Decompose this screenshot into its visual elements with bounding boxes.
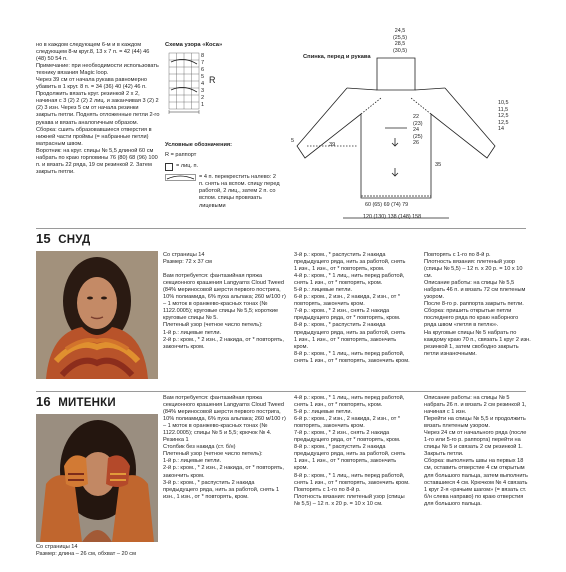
mitts-col-1: Вам потребуется: фантазийная пряжа секционного крашения Langyarns Cloud Tweed (84% мериносовой шерсти первого постригa, 10% полиамида, 6% пуха альпака; 260 м/100 г) – 1 моток в оранжево-красных тонах (№ 1122.0005); спицы № 5 и 5,5; крючок № 4. Резинка 1 Столбик без накида (ст. б/н) Плетеный узор (четное число петель): 1-й р.: лицевые петли. 2-й р.: кром., * 2 изн., 2 накида, от * повторять, закончить кром. 3-й р.: кром., * распустить 2 накида предыдущего ряда, нить за работой, снять 1 изн., 1 изн., от * повторять, кром. bbox=[163, 395, 286, 500]
legend-knit-label: = лиц. п. bbox=[176, 162, 199, 169]
dim-cuff: 5 bbox=[291, 138, 295, 144]
mitts-col-2: 4-й р.: кром., * 1 лиц., нить перед работой, снять 1 изн., от * повторять, кром. 5-й р.: лицевые петли. 6-й р.: кром., 2 изн., 2 накида, 2 изн., от * повторять, закончить кром. 7-й р.: кром., * 2 изн., снять 2 накида предыдущего ряда, от * повторять, кром. 8-й р.: кром., * распустить 2 накида предыдущего ряда, нить за работой, снять 1 изн., 1 изн., от * повторять, закончить кром. 8-й р.: кром., * 1 лиц., нить перед работой, снять 1 изн., от * повторять, закончить кром. Повторять с 1-го по 8-й р. Плотность вязания: плетеный узор (спицы № 5,5) – 12 п. х 20 р. = 10 х 10 см. bbox=[294, 395, 410, 507]
braid-scheme bbox=[165, 42, 225, 122]
top-text-column: но в каждом следующем 6-м и в каждом следующем 8-м круг.8, 13 х 7 п. = 42 (44) 46 (48) 50 54 п. Примечание: при необходимости использовать технику вязания Magic loop. Через 39 см от начала рукава равномерно убавить в 1 круг. 8 п. = 34 (36) 40 (42) 46 п. Продолжить вязать круг. резинкой 2 х 2, начиная с 3 (2) 2 (2) 2 лиц. и заканчивая 3 (2) 2 (2) 3 изн. Через 5 см от начала резинки закрыть петли. Поднять отложенные петли 2-го рукава и вязать аналогичным образом. Сборка: сшить образовавшиеся отверстия в нижней части проймы (= набранные петли) матрасным швом. Воротник: на круг. спицы № 5,5 длиной 60 см набрать по краю горловины 76 (80) 68 (96) 100 п. и вязать 22 ряда, 19 см резинкой 2. Затем закрыть петли. bbox=[36, 42, 160, 175]
mitts-heading bbox=[36, 394, 116, 409]
mitts-col-3: Описание работы: на спицы № 5 набрать 26 п. и вязать 2 см резинкой 1, начиная с 1 изн. Перейти на спицы № 5,5 и продолжить вязать плетеным узором. Через 24 см от начального ряда (после 1-го или 5-го р. раппорта) перейти на спицы № 5 и связать 2 см резинкой 1. Закрыть петли. Сборка: выполнить швы на первых 18 см, оставить отверстие 4 см открытым для большого пальца, затем выполнить оставшиеся 4 см. Крючком № 4 связать 1 круг 2-я «рачьим шагом» (= вязать ст. б/н слева направо) по краю отверстия для большого пальца. bbox=[424, 395, 528, 507]
legend-title: Условные обозначения: bbox=[165, 142, 233, 148]
row-number: 7 bbox=[201, 60, 205, 66]
legend-cross bbox=[165, 174, 281, 210]
row-number: 4 bbox=[201, 81, 205, 87]
snood-col-3: Повторять с 1-го по 8-й р. Плотность вязания: плетеный узор (спицы № 5,5) – 12 п. х 20 р. = 10 х 10 см. Описание работы: на спицы № 5,5 набрать 46 п. и вязать 72 см плетеным узором. После 8-го р. раппорта закрыть петли. Сборка: пришить открытые петли последнего ряда по краю наборного ряда швом «петля в петлю». На круговые спицы № 5 набрать по каждому краю 70 п., связать 1 круг 2 изн. резинкой 1, затем свободно закрыть петли изнаночными. bbox=[424, 252, 531, 357]
dim-armhole: 10,5 11,5 12,5 12,5 14 bbox=[498, 100, 509, 133]
cable-cross-icon bbox=[165, 174, 197, 182]
legend bbox=[165, 142, 281, 210]
dim-bottom-width: 120 (130) 138 (148) 158 bbox=[363, 214, 422, 220]
rapport-marker: R bbox=[209, 75, 216, 85]
dim-hem-width: 60 (65) 69 (74) 79 bbox=[365, 202, 409, 208]
row-numbers bbox=[201, 53, 204, 109]
legend-rapport: R = раппорт bbox=[165, 152, 197, 159]
mitts-caption bbox=[36, 544, 136, 559]
sweater-schematic bbox=[285, 28, 526, 224]
section-divider bbox=[36, 391, 526, 392]
section-divider bbox=[36, 228, 526, 229]
schematic-title: Спинка, перед и рукава bbox=[303, 54, 371, 60]
snood-number: 15 bbox=[36, 231, 51, 246]
mitts-photo bbox=[36, 414, 158, 542]
row-number: 2 bbox=[201, 95, 205, 101]
mitts-model-image bbox=[36, 414, 158, 542]
dim-body-height: 35 bbox=[435, 162, 442, 168]
dim-neck: 24,5 (25,5) 28,5 (30,5) bbox=[393, 28, 408, 54]
snood-col-2: 3-й р.: кром., * распустить 2 накида предыдущего ряда, нить за работой, снять 1 изн., 1 изн., от * повторять, кром. 4-й р.: кром., * 1 лиц., нить перед работой, снять 1 изн., от * повторять, кром. 5-й р.: лицевые петли. 6-й р.: кром., 2 изн., 2 накида, 2 изн., от * повторять, закончить кром. 7-й р.: кром., * 2 изн., снять 2 накида предыдущего ряда, от * повторять, кром. 8-й р.: кром., * распустить 2 накида предыдущего ряда, нить за работой, снять 1 изн., 1 изн., от * повторять, закончить кром. 8-й р.: кром., * 1 лиц., нить перед работой, снять 1 изн., от * повторять, закончить кром. bbox=[294, 252, 410, 364]
snood-title: СНУД bbox=[58, 234, 91, 246]
row-number: 1 bbox=[201, 102, 205, 108]
mitts-caption-size: Размер: длина – 26 см, обхват – 20 см bbox=[36, 551, 136, 558]
mitts-number: 16 bbox=[36, 394, 51, 409]
snood-heading bbox=[36, 231, 90, 246]
row-number: 5 bbox=[201, 74, 205, 80]
sweater-outline bbox=[285, 28, 526, 224]
braid-chart-grid bbox=[165, 52, 225, 122]
dim-sleeve-length: 39 bbox=[329, 142, 336, 148]
braid-scheme-title: Схема узора «Коса» bbox=[165, 42, 223, 48]
snood-model-image bbox=[36, 251, 158, 379]
mitts-caption-source: Со страницы 14 bbox=[36, 544, 78, 550]
row-number: 8 bbox=[201, 53, 205, 59]
snood-col-1: Со страницы 14 Размер: 72 х 37 см Вам потребуется: фантазийная пряжа секционного крашения Langyarns Cloud Tweed (84% мериносовой шерсти первого постригa, 10% полиамида, 6% пуха альпака; 260 м/100 г) – 1 моток в оранжево-красных тонах (№ 1122.0005); круговые спицы № 5,5; короткие круговые спицы № 5. Плетеный узор (четное число петель): 1-й р.: лицевые петли. 2-й р.: кром., * 2 изн., 2 накида, от * повторять, закончить кром. bbox=[163, 252, 286, 350]
mitts-title: МИТЕНКИ bbox=[58, 397, 116, 409]
legend-cross-label: = 4 п. перекрестить налево: 2 п. снять на вспом. спицу перед работой, 2 лиц., затем 2 п. со вспом. спицы провязать лицевыми bbox=[199, 173, 280, 209]
legend-knit bbox=[165, 163, 281, 171]
row-number: 6 bbox=[201, 67, 205, 73]
row-number: 3 bbox=[201, 88, 205, 94]
snood-photo bbox=[36, 251, 158, 379]
dim-sleeve-top: 22 (23) 24 (25) 26 bbox=[413, 114, 423, 147]
knit-symbol-icon bbox=[165, 163, 173, 171]
